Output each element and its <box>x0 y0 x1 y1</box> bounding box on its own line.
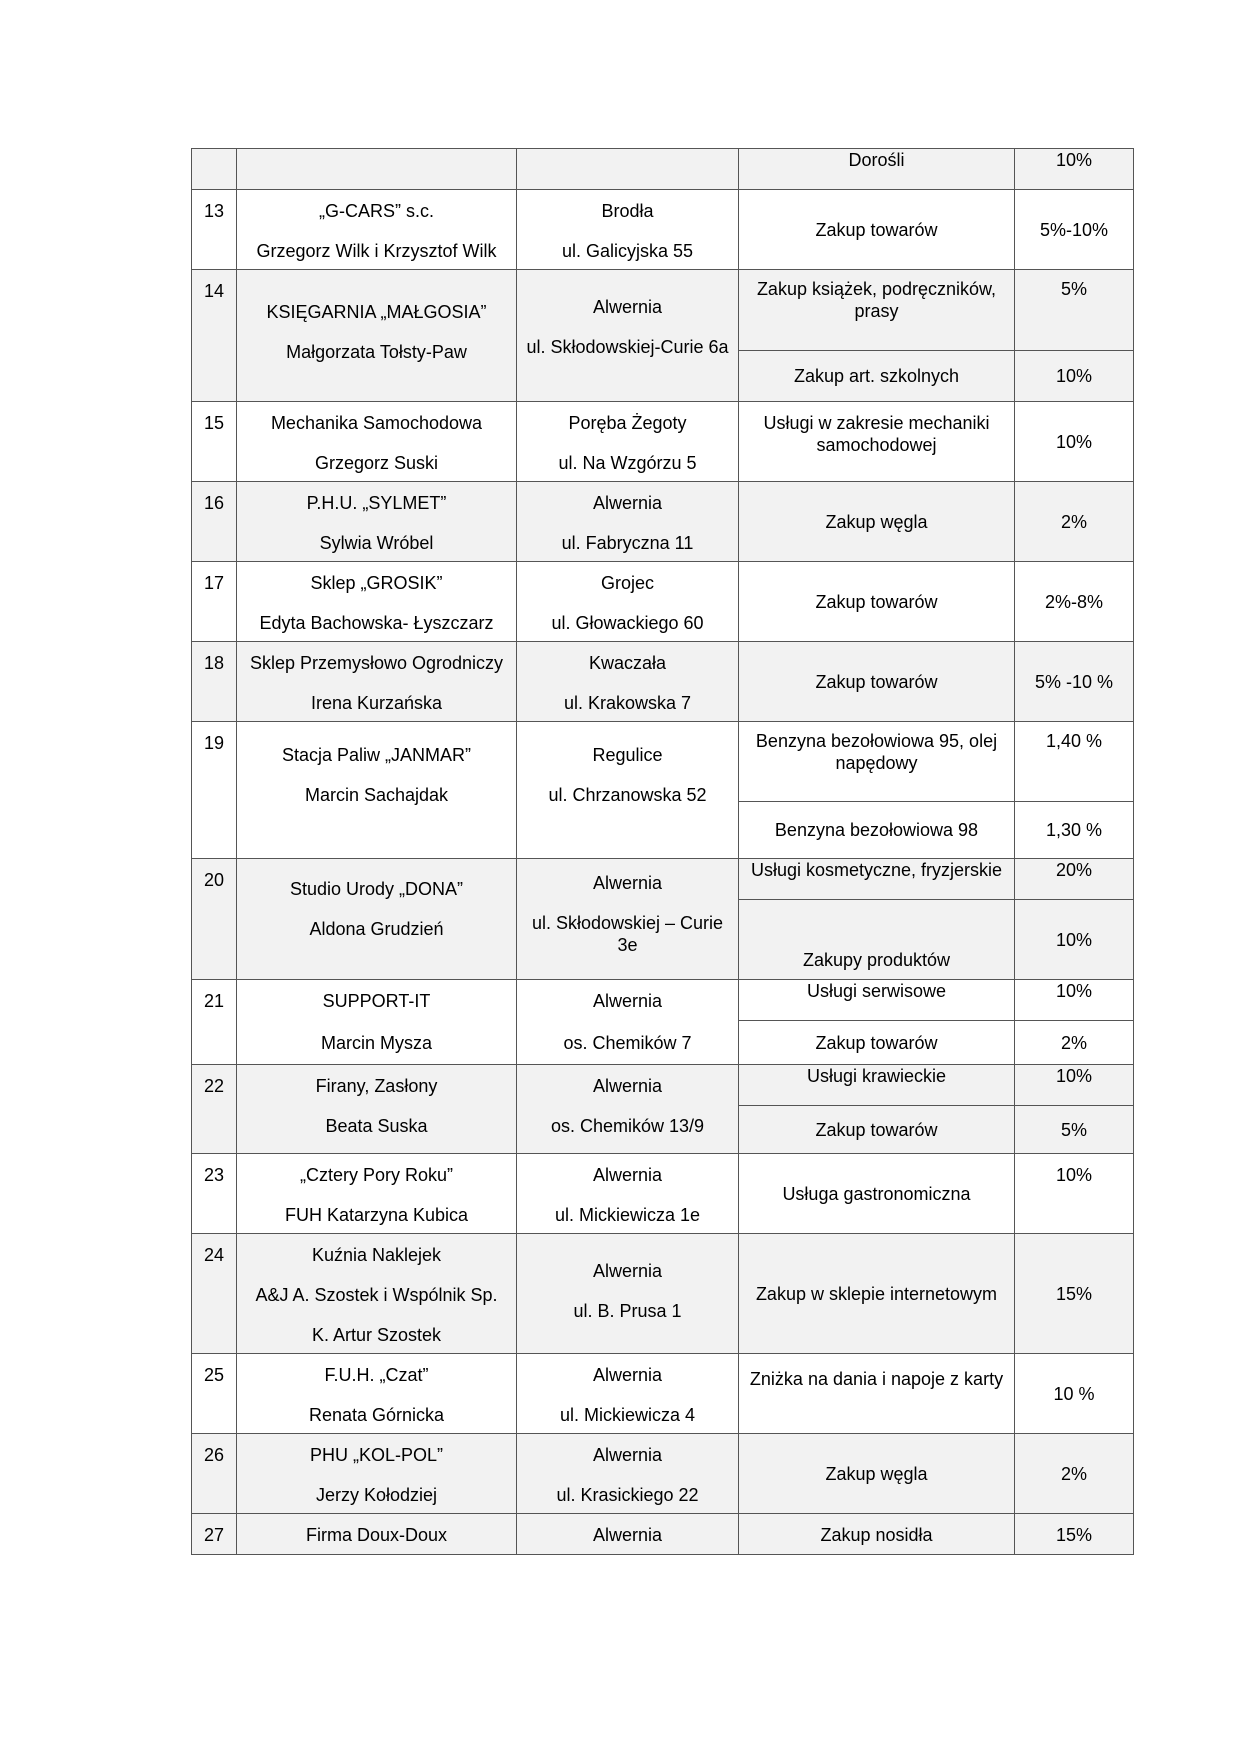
address-line: ul. Chrzanowska 52 <box>548 785 707 805</box>
partner-address <box>517 1514 739 1555</box>
table-row <box>192 859 1134 900</box>
table-row <box>192 562 1134 642</box>
address-line: ul. Skłodowskiej-Curie 6a <box>526 336 729 357</box>
table-row <box>192 149 1134 190</box>
partner-address <box>517 1234 739 1354</box>
table-row <box>192 722 1134 802</box>
name-line: Edyta Bachowska- Łyszczarz <box>259 613 494 633</box>
name-line: „G-CARS” s.c. <box>319 201 434 221</box>
name-line: Sklep „GROSIK” <box>310 573 443 593</box>
partner-name <box>237 270 517 402</box>
name-line: Kuźnia Naklejek <box>311 1245 442 1265</box>
offer-discount: 5% -10 % <box>1015 642 1134 722</box>
row-number: 20 <box>192 859 237 980</box>
name-line: Marcin Sachajdak <box>304 785 449 805</box>
offer-description: Zakup towarów <box>739 1021 1015 1065</box>
partner-name <box>237 1514 517 1555</box>
name-line: Firma Doux-Doux <box>305 1525 448 1545</box>
offer-discount: 10% <box>1015 900 1134 980</box>
row-number: 23 <box>192 1154 237 1234</box>
offer-discount: 10% <box>1015 351 1134 402</box>
row-number: 15 <box>192 402 237 482</box>
partner-address <box>517 482 739 562</box>
address-line: ul. B. Prusa 1 <box>573 1300 682 1321</box>
row-number: 14 <box>192 270 237 402</box>
address-line: ul. Głowackiego 60 <box>551 613 704 633</box>
address-line: ul. Krasickiego 22 <box>556 1485 699 1505</box>
partner-address <box>517 402 739 482</box>
name-line: Grzegorz Wilk i Krzysztof Wilk <box>256 241 497 261</box>
partner-name <box>237 642 517 722</box>
partner-name <box>237 1234 517 1354</box>
address-line: Alwernia <box>592 296 663 317</box>
partner-address <box>517 1354 739 1434</box>
offer-description: Zniżka na dania i napoje z karty <box>739 1354 1015 1434</box>
offer-description: Benzyna bezołowiowa 98 <box>739 802 1015 859</box>
offer-discount: 1,30 % <box>1015 802 1134 859</box>
partner-address <box>517 1154 739 1234</box>
offer-discount: 2% <box>1015 1021 1134 1065</box>
address-line: ul. Mickiewicza 4 <box>559 1405 696 1425</box>
partner-name <box>237 859 517 980</box>
name-line: Sklep Przemysłowo Ogrodniczy <box>249 653 504 673</box>
table-row <box>192 1354 1134 1434</box>
offer-description: Zakup towarów <box>739 190 1015 270</box>
table-row <box>192 270 1134 351</box>
row-number <box>192 149 237 190</box>
partner-name <box>237 149 517 190</box>
partner-name <box>237 1434 517 1514</box>
row-number: 19 <box>192 722 237 859</box>
address-line: Alwernia <box>592 1365 663 1385</box>
offer-discount: 15% <box>1015 1234 1134 1354</box>
name-line: SUPPORT-IT <box>322 991 431 1011</box>
address-line: Alwernia <box>592 493 663 513</box>
offer-discount: 10% <box>1015 1065 1134 1106</box>
offer-discount: 20% <box>1015 859 1134 900</box>
partner-name <box>237 1065 517 1154</box>
name-line: KSIĘGARNIA „MAŁGOSIA” <box>266 301 487 322</box>
offer-description: Zakup książek, podręczników, prasy <box>739 270 1015 351</box>
name-line: Sylwia Wróbel <box>319 533 434 553</box>
offer-description: Dorośli <box>739 149 1015 190</box>
address-line: Alwernia <box>592 1260 663 1281</box>
name-line: Grzegorz Suski <box>314 453 439 473</box>
row-number: 18 <box>192 642 237 722</box>
offer-discount: 2% <box>1015 482 1134 562</box>
name-line: PHU „KOL-POL” <box>309 1445 444 1465</box>
row-number: 25 <box>192 1354 237 1434</box>
address-line: Grojec <box>600 573 654 593</box>
offer-description: Zakup węgla <box>739 1434 1015 1514</box>
name-line: Firany, Zasłony <box>315 1076 438 1096</box>
name-line: Mechanika Samochodowa <box>270 413 483 433</box>
partner-name <box>237 1154 517 1234</box>
offer-description: Usługi kosmetyczne, fryzjerskie <box>739 859 1015 900</box>
table-row <box>192 1514 1134 1555</box>
table-row <box>192 642 1134 722</box>
offer-description: Zakup nosidła <box>739 1514 1015 1555</box>
address-line: ul. Krakowska 7 <box>563 693 692 713</box>
address-line: Alwernia <box>592 1445 663 1465</box>
address-line: Brodła <box>601 201 654 221</box>
name-line: K. Artur Szostek <box>311 1325 442 1345</box>
row-number: 16 <box>192 482 237 562</box>
offer-discount: 10% <box>1015 1154 1134 1234</box>
partner-name <box>237 562 517 642</box>
row-number: 24 <box>192 1234 237 1354</box>
name-line: Studio Urody „DONA” <box>289 879 464 899</box>
name-line: FUH Katarzyna Kubica <box>284 1205 469 1225</box>
address-line: ul. Galicyjska 55 <box>561 241 694 261</box>
offer-discount: 2% <box>1015 1434 1134 1514</box>
table-row <box>192 1434 1134 1514</box>
partner-address <box>517 1065 739 1154</box>
row-number: 27 <box>192 1514 237 1555</box>
row-number: 17 <box>192 562 237 642</box>
offer-description: Zakup art. szkolnych <box>739 351 1015 402</box>
row-number: 21 <box>192 980 237 1065</box>
partner-address <box>517 859 739 980</box>
address-line: ul. Fabryczna 11 <box>561 533 694 553</box>
partner-address <box>517 1434 739 1514</box>
address-line: ul. Skłodowskiej – Curie 3e <box>531 913 724 955</box>
address-line: Alwernia <box>592 991 663 1011</box>
offer-description: Usługi serwisowe <box>739 980 1015 1021</box>
offer-discount: 10% <box>1015 149 1134 190</box>
offer-description: Usługa gastronomiczna <box>739 1154 1015 1234</box>
table-row <box>192 482 1134 562</box>
address-line: os. Chemików 13/9 <box>550 1116 705 1136</box>
name-line: A&J A. Szostek i Wspólnik Sp. <box>255 1285 498 1305</box>
address-line: Alwernia <box>592 873 663 893</box>
address-line: os. Chemików 7 <box>563 1033 692 1053</box>
partner-address <box>517 562 739 642</box>
row-number: 13 <box>192 190 237 270</box>
table-row <box>192 1065 1134 1106</box>
partner-address <box>517 722 739 859</box>
offer-description: Zakupy produktów <box>739 900 1015 980</box>
partner-name <box>237 190 517 270</box>
address-line: ul. Na Wzgórzu 5 <box>558 453 697 473</box>
partners-table <box>191 148 1134 1555</box>
offer-description: Zakup towarów <box>739 1106 1015 1154</box>
offer-discount: 5% <box>1015 270 1134 351</box>
partner-address <box>517 642 739 722</box>
table-row <box>192 190 1134 270</box>
offer-description: Zakup towarów <box>739 642 1015 722</box>
offer-discount: 2%-8% <box>1015 562 1134 642</box>
offer-discount: 1,40 % <box>1015 722 1134 802</box>
partner-name <box>237 980 517 1065</box>
name-line: Jerzy Kołodziej <box>315 1485 438 1505</box>
address-line: Regulice <box>592 745 663 765</box>
table-row <box>192 1154 1134 1234</box>
row-number: 22 <box>192 1065 237 1154</box>
offer-discount: 5% <box>1015 1106 1134 1154</box>
address-line: Poręba Żegoty <box>568 413 687 433</box>
offer-description: Usługi krawieckie <box>739 1065 1015 1106</box>
address-line: Alwernia <box>592 1165 663 1185</box>
name-line: Stacja Paliw „JANMAR” <box>281 745 472 765</box>
partner-address <box>517 270 739 402</box>
name-line: F.U.H. „Czat” <box>324 1365 429 1385</box>
name-line: „Cztery Pory Roku” <box>299 1165 454 1185</box>
offer-discount: 10% <box>1015 980 1134 1021</box>
name-line: Renata Górnicka <box>308 1405 445 1425</box>
name-line: Irena Kurzańska <box>310 693 443 713</box>
name-line: Beata Suska <box>325 1116 428 1136</box>
table-row <box>192 402 1134 482</box>
offer-description: Zakup w sklepie internetowym <box>739 1234 1015 1354</box>
name-line: Marcin Mysza <box>320 1033 432 1053</box>
partner-address <box>517 980 739 1065</box>
partner-name <box>237 1354 517 1434</box>
offer-discount: 10% <box>1015 402 1134 482</box>
partner-name <box>237 402 517 482</box>
address-line: Alwernia <box>592 1525 663 1545</box>
address-line: Kwaczała <box>588 653 667 673</box>
name-line: Aldona Grudzień <box>309 919 444 939</box>
table-row <box>192 980 1134 1021</box>
table-row <box>192 1234 1134 1354</box>
partner-address <box>517 149 739 190</box>
row-number: 26 <box>192 1434 237 1514</box>
offer-discount: 10 % <box>1015 1354 1134 1434</box>
partner-name <box>237 482 517 562</box>
offer-description: Zakup towarów <box>739 562 1015 642</box>
partner-name <box>237 722 517 859</box>
offer-discount: 5%-10% <box>1015 190 1134 270</box>
address-line: ul. Mickiewicza 1e <box>554 1205 701 1225</box>
offer-description: Usługi w zakresie mechaniki samochodowej <box>739 402 1015 482</box>
partner-address <box>517 190 739 270</box>
address-line: Alwernia <box>592 1076 663 1096</box>
offer-description: Benzyna bezołowiowa 95, olej napędowy <box>739 722 1015 802</box>
offer-description: Zakup węgla <box>739 482 1015 562</box>
name-line: Małgorzata Tołsty-Paw <box>286 341 467 362</box>
name-line: P.H.U. „SYLMET” <box>306 493 447 513</box>
offer-discount: 15% <box>1015 1514 1134 1555</box>
